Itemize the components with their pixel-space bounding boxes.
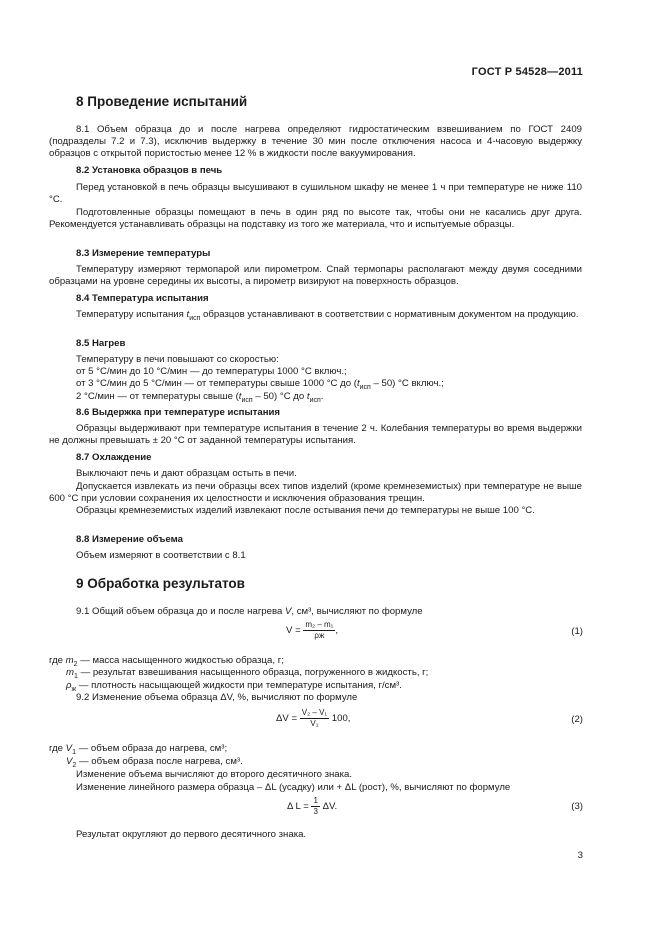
formula-1-tail: , <box>335 625 339 637</box>
symbol-sub: 2 <box>72 761 77 769</box>
symbol: ρ <box>66 680 72 691</box>
definition: — результат взвешивания насыщенного образца, погруженного в жидкость, г; <box>77 667 429 678</box>
t-symbol: t <box>306 391 310 402</box>
para-8-7-a: Выключают печь и дают образцам остыть в печи. <box>76 468 297 479</box>
para-8-6-text: Образцы выдерживают при температуре испытания в течение 2 ч. Колебания температуры во время выдержки не должны превышать ± 20 °C от заданной температуры испытания. <box>49 423 582 446</box>
symbol-sub: 1 <box>74 672 78 680</box>
line3-c: . <box>320 391 324 402</box>
para-8-7-c <box>49 505 582 517</box>
line2-b: – 50) °C включ.; <box>370 378 444 389</box>
para-8-8: Объем измеряют в соответствии с 8.1 <box>76 550 246 561</box>
formula-2-lhs: ΔV = <box>276 713 298 725</box>
symbol: m <box>65 655 74 666</box>
symbol-sub: 2 <box>73 660 78 668</box>
formula-3-numerator: 1 <box>313 796 318 805</box>
heading-8-8: 8.8 Измерение объема <box>76 534 183 545</box>
formula-1-fraction <box>303 620 335 641</box>
para-9-2-d: Результат округляют до первого десятичного знака. <box>76 829 307 840</box>
formula-2-fraction <box>300 708 329 729</box>
t-subscript: исп <box>359 383 371 391</box>
para-8-3-text: Температуру измеряют термопарой или пирометром. Спай термопары располагают между двумя соседними образцами на уровне середины их высоты, а пирометр визируют на поверхность образцов. <box>49 264 582 287</box>
para-8-4-b: образцов устанавливают в соответствии с нормативным документом на продукцию. <box>200 309 579 320</box>
formula-2-number: (2) <box>571 714 583 725</box>
para-8-6 <box>49 423 582 447</box>
t-subscript: исп <box>309 396 321 404</box>
para-9-1 <box>76 606 423 618</box>
formula-2 <box>276 708 350 729</box>
heading-8-2: 8.2 Установка образцов в печь <box>76 165 223 176</box>
para-9-2-c: Изменение линейного размера образца – ΔL (усадку) или + ΔL (рост), %, вычисляют по формуле <box>76 782 511 793</box>
section-9-title: 9 Обработка результатов <box>76 576 245 591</box>
formula-2-denominator: V₁ <box>310 719 319 728</box>
para-8-2-b-text: Подготовленные образцы помещают в печь в один ряд по высоте так, чтобы они не касались друг друга. Рекомендуется устанавливать образцы на подставку из того же материала, что и испытуемые образцы. <box>49 207 582 230</box>
v-symbol: V <box>284 606 292 617</box>
definition: — объем образа до нагрева, см³; <box>75 743 228 754</box>
para-8-5-line1: от 5 °C/мин до 10 °C/мин — до температуры 1000 °C включ.; <box>76 366 347 377</box>
t-symbol: t <box>186 309 190 320</box>
para-8-5-intro: Температуру в печи повышают со скоростью: <box>76 354 279 365</box>
symbol-sub: ж <box>71 685 77 693</box>
definition: — масса насыщенного жидкостью образца, г; <box>77 655 284 666</box>
para-8-5-line3 <box>76 391 323 407</box>
para-8-2-b <box>49 207 582 231</box>
para-8-3 <box>49 264 582 288</box>
para-8-2-a <box>49 182 582 206</box>
heading-8-4: 8.4 Температура испытания <box>76 293 209 304</box>
para-8-7-c-text: Образцы кремнеземистых изделий извлекают после остывания печи до температуры не выше 100 °C. <box>76 505 535 516</box>
definition: — плотность насыщающей жидкости при температуре испытания, г/см³. <box>76 680 402 691</box>
where-lead: где <box>49 655 66 666</box>
formula-2-numerator: V₂ – V₁ <box>301 708 328 717</box>
section-8-title: 8 Проведение испытаний <box>76 94 248 109</box>
para-8-2-a-text: Перед установкой в печь образцы высушивают в сушильном шкафу не менее 1 ч при температуре не ниже 110 °C. <box>49 182 582 205</box>
formula-1 <box>286 620 338 641</box>
t-symbol: t <box>238 391 242 402</box>
formula-3-fraction <box>311 796 319 817</box>
para-8-4 <box>49 309 582 325</box>
line3-b: – 50) °C до <box>252 391 307 402</box>
t-symbol: t <box>356 378 360 389</box>
formula-3-tail: ΔV. <box>322 801 338 813</box>
para-9-2-b: Изменение объема вычисляют до второго десятичного знака. <box>76 769 353 780</box>
formula-3 <box>287 796 337 817</box>
formula-2-tail: 100, <box>331 713 351 725</box>
symbol: m <box>66 667 74 678</box>
heading-8-3: 8.3 Измерение температуры <box>76 248 211 259</box>
symbol-sub: 1 <box>72 748 76 756</box>
formula-1-number: (1) <box>571 626 583 637</box>
t-subscript: исп <box>241 396 253 404</box>
symbol: V <box>66 756 73 767</box>
para-9-1-b: , см³, вычисляют по формуле <box>291 606 423 617</box>
line2-a: от 3 °C/мин до 5 °C/мин — от температуры свыше 1000 °C до ( <box>76 378 357 389</box>
para-8-7-b <box>49 481 582 505</box>
heading-8-6: 8.6 Выдержка при температуре испытания <box>76 407 280 418</box>
para-9-2: 9.2 Изменение объема образца ΔV, %, вычисляют по формуле <box>76 692 358 703</box>
symbol: V <box>65 743 73 754</box>
formula-3-lhs: Δ L = <box>287 801 309 813</box>
definition: — объем образа после нагрева, см³. <box>76 756 243 767</box>
para-9-1-a: 9.1 Общий объем образца до и после нагрева <box>76 606 285 617</box>
formula-1-lhs: V = <box>286 625 301 637</box>
heading-8-7: 8.7 Охлаждение <box>76 452 152 463</box>
formula-1-denominator: ρж <box>314 631 325 640</box>
heading-8-5: 8.5 Нагрев <box>76 338 126 349</box>
para-8-1 <box>49 124 582 160</box>
para-8-4-a: Температуру испытания <box>76 309 187 320</box>
t-subscript: исп <box>189 314 201 322</box>
para-8-7-b-text: Допускается извлекать из печи образцы всех типов изделий (кроме кремнеземистых) при температуре не выше 600 °C при условии сохранения их целостности и исключения образования трещин. <box>49 481 582 504</box>
doc-code: ГОСТ Р 54528—2011 <box>471 66 583 78</box>
formula-3-number: (3) <box>571 801 583 812</box>
formula-3-denominator: 3 <box>313 807 318 816</box>
line3-a: 2 °C/мин — от температуры свыше ( <box>76 391 239 402</box>
para-8-1-text: 8.1 Объем образца до и после нагрева определяют гидростатическим взвешиванием по ГОСТ 2409 (подразделы 7.2 и 7.3), исключив выдержку в течение 30 мин после отключения насоса и 4-часовую выдержку образцов с открытой пористостью менее 12 % в жидкости после вакуумирования. <box>49 124 582 159</box>
page-number: 3 <box>577 850 583 861</box>
where-lead: где <box>49 743 66 754</box>
formula-1-numerator: m₂ – m₁ <box>305 620 334 629</box>
